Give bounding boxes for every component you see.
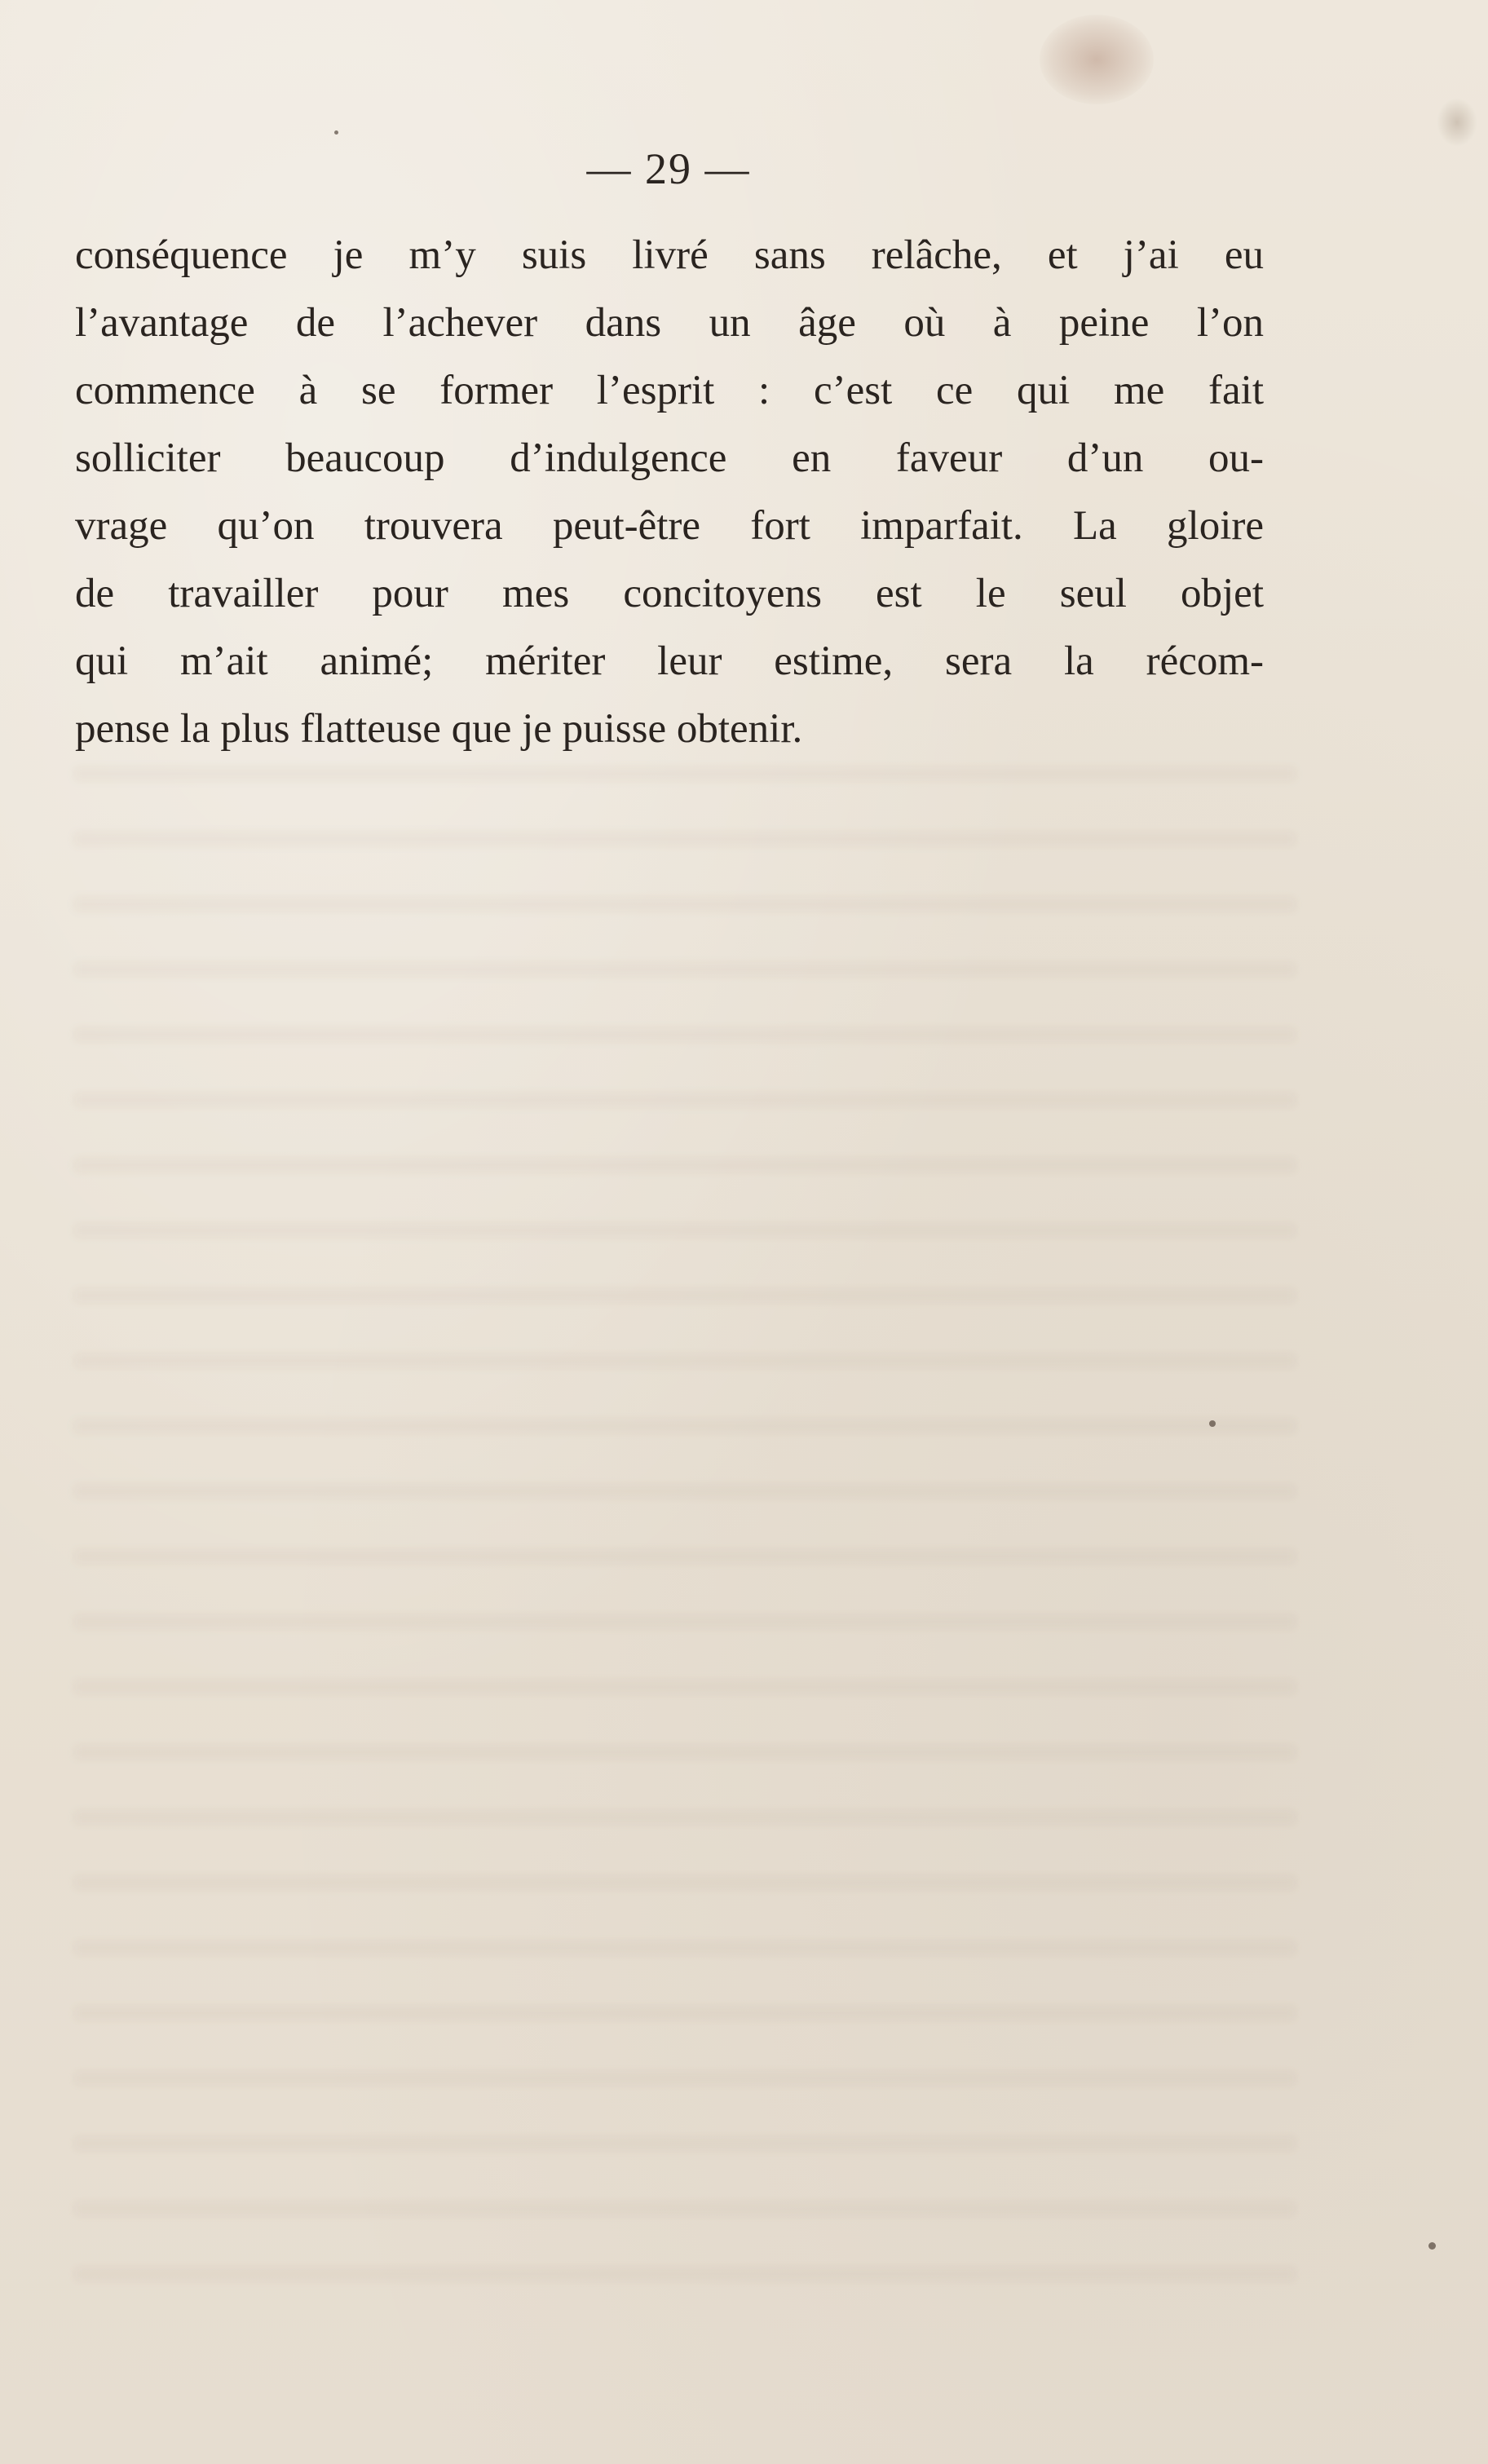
paper-speck [334, 130, 338, 135]
text-line: pense la plus flatteuse que je puisse obtenir. [75, 706, 803, 752]
body-text [75, 222, 1264, 763]
paper-speck [1209, 1420, 1216, 1427]
text-line: commence à se former l’esprit : c’est ce qui me fait [75, 368, 1264, 413]
paper-stain [1437, 98, 1477, 147]
paper-stain [1040, 15, 1154, 104]
text-line: de travailler pour mes concitoyens est le seul objet [75, 571, 1264, 616]
text-line: conséquence je m’y suis livré sans relâche, et j’ai eu [75, 232, 1264, 278]
show-through-text [73, 766, 1296, 2283]
text-line: vrage qu’on trouvera peut-être fort imparfait. La gloire [75, 503, 1264, 549]
text-line: qui m’ait animé; mériter leur estime, sera la récom- [75, 638, 1264, 684]
paper-speck [1428, 2242, 1436, 2250]
text-line: l’avantage de l’achever dans un âge où à peine l’on [75, 300, 1264, 346]
page-number: — 29 — [586, 144, 751, 193]
text-line: solliciter beaucoup d’indulgence en faveur d’un ou- [75, 435, 1264, 481]
